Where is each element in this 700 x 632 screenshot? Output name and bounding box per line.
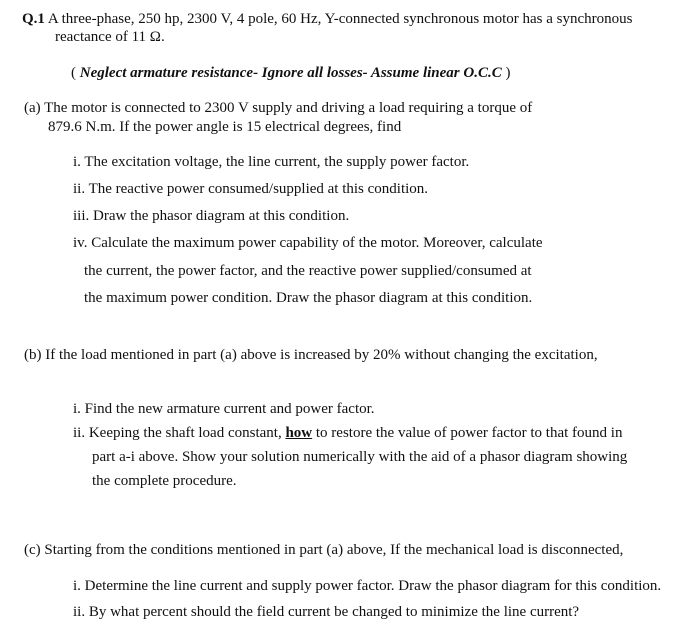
assumptions-open-paren: (	[71, 65, 80, 81]
part-a-item-4-cont1: the current, the power factor, and the reactive power supplied/consumed at	[84, 263, 532, 279]
part-b-item-2-emphasis: how	[285, 425, 313, 441]
part-c-item-2: ii. By what percent should the field current be changed to minimize the line current?	[73, 604, 580, 620]
question-statement-line2: reactance of 11 Ω.	[55, 29, 165, 45]
part-b-item-1: i. Find the new armature current and power factor.	[73, 401, 375, 417]
question-statement-text: A three-phase, 250 hp, 2300 V, 4 pole, 60 Hz, Y-connected synchronous motor has a synchronous	[44, 11, 633, 27]
part-a-item-4: iv. Calculate the maximum power capability of the motor. Moreover, calculate	[73, 235, 543, 251]
part-b-item-2-post: to restore the value of power factor to that found in	[312, 425, 623, 441]
part-b-item-2-cont2: the complete procedure.	[92, 473, 237, 489]
part-a-intro-line1: (a) The motor is connected to 2300 V supply and driving a load requiring a torque of	[24, 100, 533, 116]
part-b-intro: (b) If the load mentioned in part (a) above is increased by 20% without changing the excitation,	[24, 347, 598, 363]
part-c-item-1: i. Determine the line current and supply power factor. Draw the phasor diagram for this condition.	[73, 578, 662, 594]
part-a-item-1: i. The excitation voltage, the line current, the supply power factor.	[73, 154, 470, 170]
part-a-item-2: ii. The reactive power consumed/supplied at this condition.	[73, 181, 429, 197]
part-a-intro-line2: 879.6 N.m. If the power angle is 15 electrical degrees, find	[48, 119, 402, 135]
question-statement-line1	[22, 10, 632, 29]
assumptions-line	[71, 64, 510, 83]
part-b-item-2	[73, 424, 622, 443]
part-b-item-2-cont1: part a-i above. Show your solution numerically with the aid of a phasor diagram showing	[92, 449, 628, 465]
assumptions-text: Neglect armature resistance- Ignore all losses- Assume linear O.C.C	[79, 65, 502, 81]
part-a-item-4-cont2: the maximum power condition. Draw the phasor diagram at this condition.	[84, 290, 533, 306]
question-number: Q.1	[22, 11, 45, 27]
assumptions-close-paren: )	[501, 65, 511, 81]
part-b-item-2-pre: ii. Keeping the shaft load constant,	[73, 425, 286, 441]
part-a-item-3: iii. Draw the phasor diagram at this condition.	[73, 208, 350, 224]
part-c-intro: (c) Starting from the conditions mentioned in part (a) above, If the mechanical load is disconnected,	[24, 542, 624, 558]
